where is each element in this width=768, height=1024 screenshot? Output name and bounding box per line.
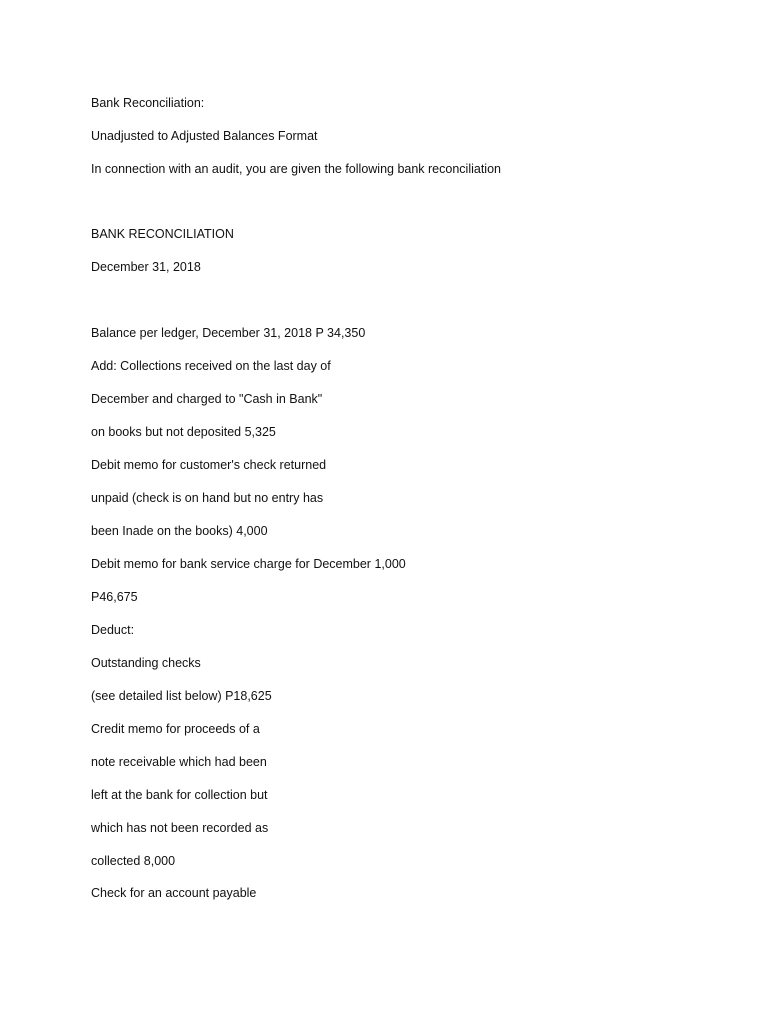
text-line: Debit memo for customer's check returned	[91, 458, 327, 472]
subheading-format: Unadjusted to Adjusted Balances Format	[91, 129, 318, 143]
text-line: collected 8,000	[91, 854, 176, 868]
subtotal-amount: P46,675	[91, 590, 138, 604]
text-line: unpaid (check is on hand but no entry has	[91, 491, 324, 505]
text-line: (see detailed list below) P18,625	[91, 689, 272, 703]
text-line: been Inade on the books) 4,000	[91, 524, 268, 538]
text-line: Balance per ledger, December 31, 2018 P 34,350	[91, 326, 366, 340]
statement-title: BANK RECONCILIATION	[91, 227, 234, 241]
statement-date: December 31, 2018	[91, 260, 201, 274]
text-line: which has not been recorded as	[91, 821, 269, 835]
text-line: on books but not deposited 5,325	[91, 425, 276, 439]
text-line: Add: Collections received on the last day of	[91, 359, 331, 373]
text-line: Check for an account payable	[91, 886, 257, 900]
intro-paragraph: In connection with an audit, you are given the following bank reconciliation	[91, 162, 501, 176]
text-line: Outstanding checks	[91, 656, 201, 670]
text-line: Credit memo for proceeds of a	[91, 722, 260, 736]
heading-bank-reconciliation: Bank Reconciliation:	[91, 96, 205, 110]
text-line: left at the bank for collection but	[91, 788, 268, 802]
text-line: Debit memo for bank service charge for December 1,000	[91, 557, 406, 571]
text-line: December and charged to "Cash in Bank"	[91, 392, 323, 406]
text-line: note receivable which had been	[91, 755, 267, 769]
text-line: Deduct:	[91, 623, 135, 637]
